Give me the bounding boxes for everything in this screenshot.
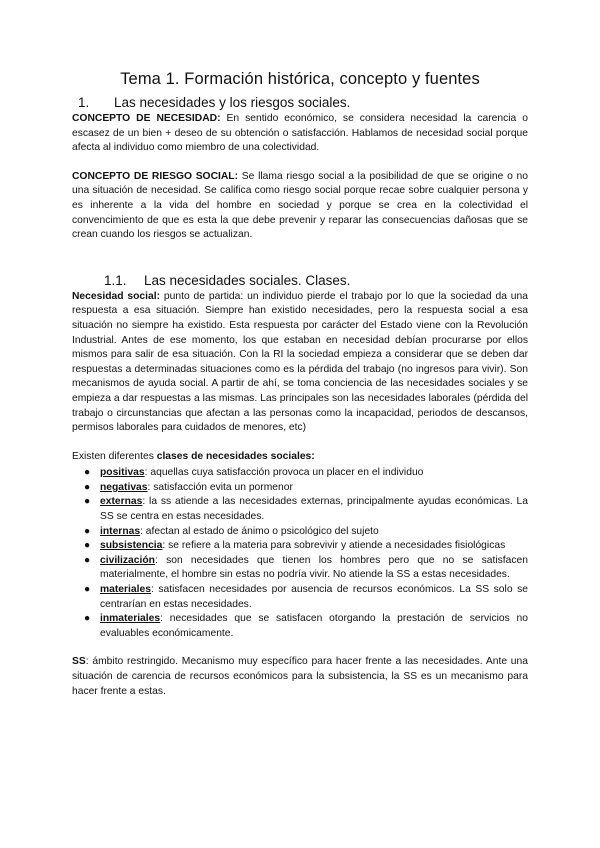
list-item-text: : aquellas cuya satisfacción provoca un placer en el individuo bbox=[144, 467, 424, 479]
section-heading-1-1 bbox=[72, 273, 528, 288]
list-item-term: inmateriales bbox=[100, 613, 161, 625]
bullet-icon: ● bbox=[84, 540, 91, 552]
bullet-icon: ● bbox=[84, 525, 91, 537]
list-item bbox=[84, 481, 528, 496]
section-title: Las necesidades y los riesgos sociales. bbox=[114, 95, 351, 110]
list-item bbox=[84, 495, 528, 524]
paragraph-text: Se llama riesgo social a la posibilidad de que se origine o no una situación de necesidad. Se califica como riesgo social porque recae sobre cualquier persona y es inherente a la vida del hombre en sociedad y porque se crea en la colectividad el convencimiento de que es esta la que debe prevenir y reparar las consecuencias dañosas que se crean cuando los riesgos se actualizan. bbox=[72, 170, 529, 241]
clases-list bbox=[72, 466, 528, 641]
list-item-text: : satisfacen necesidades por ausencia de recursos económicos. La SS solo se centrarían en estas necesidades. bbox=[100, 584, 528, 610]
paragraph-term: CONCEPTO DE RIESGO SOCIAL: bbox=[72, 170, 239, 182]
list-item-text: : afectan al estado de ánimo o psicológico del sujeto bbox=[140, 525, 379, 537]
section-number: 1. bbox=[78, 95, 90, 110]
bullet-icon: ● bbox=[84, 613, 91, 625]
paragraph-term: Necesidad social: bbox=[72, 290, 161, 302]
necesidad-social-paragraph bbox=[72, 290, 528, 436]
list-item bbox=[84, 583, 528, 612]
section-title: Las necesidades sociales. Clases. bbox=[144, 272, 351, 288]
document-title: Tema 1. Formación histórica, concepto y fuentes bbox=[120, 70, 480, 88]
list-item-text: : son necesidades que tienen los hombres pero que no se satisfacen materialmente, el hombre sin estas no podría vivir. No atiende la SS a estas necesidades. bbox=[100, 554, 528, 581]
section-heading-1 bbox=[72, 95, 528, 110]
list-item-text: : se refiere a la materia para sobrevivir y atiende a necesidades fisiológicas bbox=[162, 540, 506, 552]
bullet-icon: ● bbox=[84, 554, 91, 566]
list-item-text: : satisfacción evita un pormenor bbox=[147, 481, 293, 493]
list-item-term: subsistencia bbox=[100, 540, 163, 552]
list-item bbox=[84, 466, 528, 481]
list-item bbox=[84, 525, 528, 540]
list-item-term: positivas bbox=[100, 467, 145, 479]
paragraph-text: En sentido económico, se considera necesidad la carencia o escasez de un bien + deseo de su obtención o satisfacción. Hablamos de necesidad social porque afecta al individuo como miembro de una colectividad. bbox=[72, 113, 528, 154]
paragraph-term: SS bbox=[72, 656, 86, 668]
bullet-icon: ● bbox=[84, 481, 91, 493]
ss-paragraph bbox=[72, 655, 528, 699]
paragraph-text: : ámbito restringido. Mecanismo muy específico para hacer frente a las necesidades. Ante una situación de carencia de recursos económicos para la subsistencia, la SS es un mecanismo para hacer frente a estas. bbox=[72, 656, 528, 697]
clases-intro bbox=[72, 450, 528, 465]
list-item-term: externas bbox=[100, 496, 143, 508]
paragraph-text: punto de partida: un individuo pierde el trabajo por lo que la sociedad da una respuesta a esa situación. Siempre han existido necesidades, pero la respuesta social a esa situación no siempre ha existido. Esta respuesta por carácter del Estado viene con la Revolución Industrial. Antes de ese momento, los que estaban en necesidad debían procurarse por ellos mismos para salir de esa situación. Con la RI la sociedad empieza a considerar que se deben dar respuestas a determinadas situaciones como es la pérdida del trabajo (no ingresos para vivir). Son mecanismos de ayuda social. A partir de ahí, se toma conciencia de las necesidades sociales y se empieza a dar respuestas a las mismas. Las principales son las necesidades laborales (pérdida del trabajo o circunstancias que afectan a las personas como la incapacidad, periodos de descansos, permisos laborales para cuidados de menores, etc) bbox=[72, 290, 528, 434]
paragraph-term: CONCEPTO DE NECESIDAD: bbox=[72, 113, 221, 124]
intro-text: Existen diferentes bbox=[72, 450, 157, 462]
list-item-term: civilización bbox=[100, 554, 155, 566]
list-item-term: internas bbox=[100, 525, 141, 537]
list-item-term: negativas bbox=[100, 481, 148, 493]
concepto-necesidad-paragraph bbox=[72, 112, 528, 156]
list-item bbox=[84, 554, 528, 583]
concepto-riesgo-paragraph bbox=[72, 170, 528, 243]
bullet-icon: ● bbox=[84, 467, 91, 479]
list-item-text: : la ss atiende a las necesidades externas, principalmente ayudas económicas. La SS se centra en estas necesidades. bbox=[100, 496, 528, 523]
list-item bbox=[84, 539, 528, 554]
intro-term: clases de necesidades sociales: bbox=[156, 450, 315, 462]
list-item-term: materiales bbox=[100, 584, 151, 596]
bullet-icon: ● bbox=[84, 496, 91, 508]
list-item-text: : necesidades que se satisfacen otorgando la prestación de servicios no evaluables económicamente. bbox=[100, 613, 528, 639]
section-number: 1.1. bbox=[104, 272, 127, 288]
document-page bbox=[72, 70, 528, 699]
bullet-icon: ● bbox=[84, 584, 91, 596]
list-item bbox=[84, 612, 528, 641]
